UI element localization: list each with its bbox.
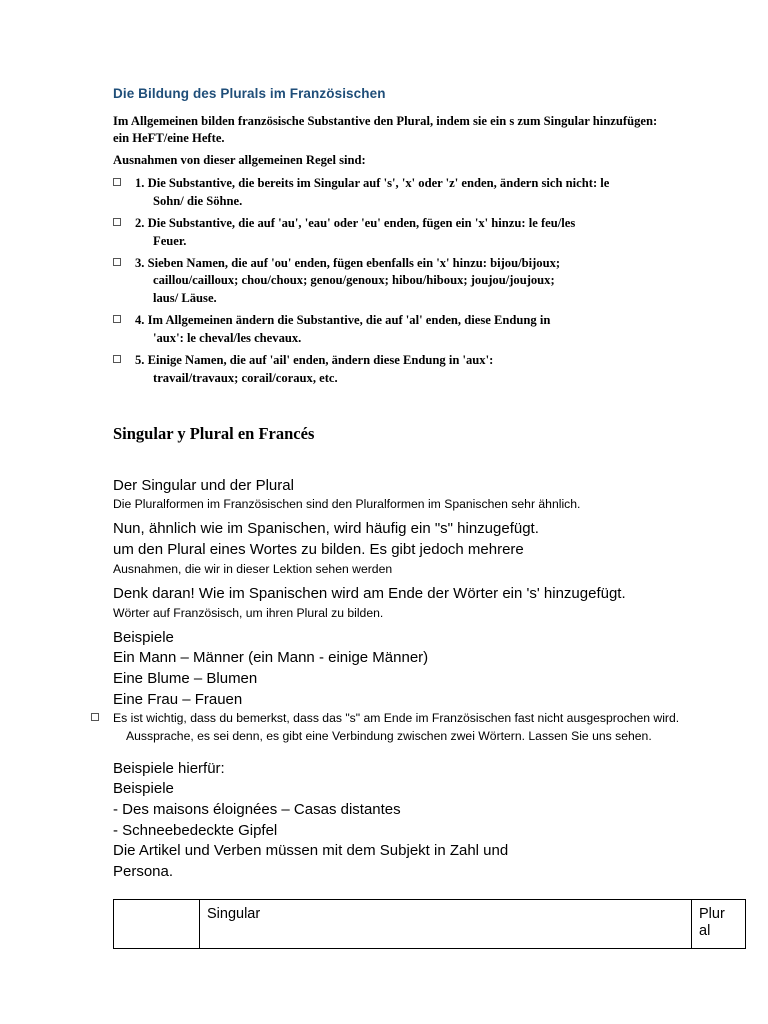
rule-text-cont-2: laus/ Läuse.	[153, 291, 217, 306]
intro-line-1: Im Allgemeinen bilden französische Substantive den Plural, indem sie ein s zum Singular hinzufügen:	[113, 114, 658, 128]
checkbox-icon	[91, 713, 99, 721]
note-item	[91, 710, 704, 745]
rule-text-cont: travail/travaux; corail/coraux, etc.	[153, 370, 338, 385]
list-item	[113, 255, 704, 309]
body-line-8: Beispiele hierfür:	[113, 759, 225, 777]
list-item	[113, 312, 704, 348]
table-cell-singular: Singular	[200, 899, 692, 948]
body-line-12: Die Artikel und Verben müssen mit dem Subjekt in Zahl und	[113, 842, 509, 860]
body-line-11: - Schneebedeckte Gipfel	[113, 821, 278, 839]
body-heading: Der Singular und der Plural	[113, 476, 294, 494]
body-subline-1: Die Pluralformen im Französischen sind den Pluralformen im Spanischen sehr ähnlich.	[113, 497, 581, 512]
body-line-6: Eine Blume – Blumen	[113, 669, 258, 687]
page-title: Die Bildung des Plurals im Französischen	[113, 86, 386, 101]
body-line-5: Ein Mann – Männer (ein Mann - einige Männer)	[113, 649, 429, 667]
table-cell-blank	[114, 899, 200, 948]
checkbox-icon	[113, 315, 121, 323]
rule-text: 1. Die Substantive, die bereits im Singular auf 's', 'x' oder 'z' enden, ändern sich nicht: le	[135, 176, 610, 190]
body-line-9: Beispiele	[113, 780, 174, 798]
body-line-3: Denk daran! Wie im Spanischen wird am Ende der Wörter ein 's' hinzugefügt.	[113, 584, 626, 602]
list-item	[113, 352, 704, 388]
rule-text-cont: caillou/cailloux; chou/choux; genou/genoux; hibou/hiboux; joujou/joujoux;	[153, 273, 555, 288]
checkbox-icon	[113, 258, 121, 266]
body-line-7: Eine Frau – Frauen	[113, 690, 243, 708]
rule-text: 2. Die Substantive, die auf 'au', 'eau' oder 'eu' enden, fügen ein 'x' hinzu: le feu/les	[135, 215, 576, 230]
plural-table	[113, 899, 746, 949]
rule-text-cont: Feuer.	[153, 233, 187, 248]
rule-text-cont: 'aux': le cheval/les chevaux.	[153, 331, 302, 345]
table-row	[114, 899, 746, 948]
body-subline-2: Ausnahmen, die wir in dieser Lektion sehen werden	[113, 561, 393, 576]
body-subline-3: Wörter auf Französisch, um ihren Plural zu bilden.	[113, 605, 384, 620]
exceptions-note: Ausnahmen von dieser allgemeinen Regel sind:	[113, 153, 366, 167]
body-line-10: - Des maisons éloignées – Casas distantes	[113, 801, 401, 819]
rule-text: 3. Sieben Namen, die auf 'ou' enden, fügen ebenfalls ein 'x' hinzu: bijou/bijoux;	[135, 255, 561, 270]
body-line-4: Beispiele	[113, 628, 174, 646]
rule-text-cont: Sohn/ die Söhne.	[153, 193, 243, 208]
checkbox-icon	[113, 218, 121, 226]
section-title: Singular y Plural en Francés	[113, 423, 315, 443]
list-item	[113, 215, 704, 251]
intro-paragraph	[113, 113, 704, 147]
checkbox-icon	[113, 355, 121, 363]
rule-text: 4. Im Allgemeinen ändern die Substantive, die auf 'al' enden, diese Endung in	[135, 313, 551, 328]
note-text: Es ist wichtig, dass du bemerkst, dass das "s" am Ende im Französischen fast nicht ausgesprochen wird.	[113, 711, 680, 726]
body-line-13: Persona.	[113, 863, 174, 881]
table-cell-plural: Plur al	[692, 899, 746, 948]
note-text-cont: Aussprache, es sei denn, es gibt eine Verbindung zwischen zwei Wörtern. Lassen Sie uns sehen.	[126, 729, 652, 744]
body-content	[113, 476, 704, 883]
checkbox-icon	[113, 178, 121, 186]
body-line-2: um den Plural eines Wortes zu bilden. Es gibt jedoch mehrere	[113, 541, 524, 559]
intro-line-2: ein HeFT/eine Hefte.	[113, 131, 225, 145]
rules-list	[113, 175, 704, 388]
body-line-1: Nun, ähnlich wie im Spanischen, wird häufig ein "s" hinzugefügt.	[113, 520, 539, 538]
list-item	[113, 175, 704, 211]
rule-text: 5. Einige Namen, die auf 'ail' enden, ändern diese Endung in 'aux':	[135, 352, 494, 367]
